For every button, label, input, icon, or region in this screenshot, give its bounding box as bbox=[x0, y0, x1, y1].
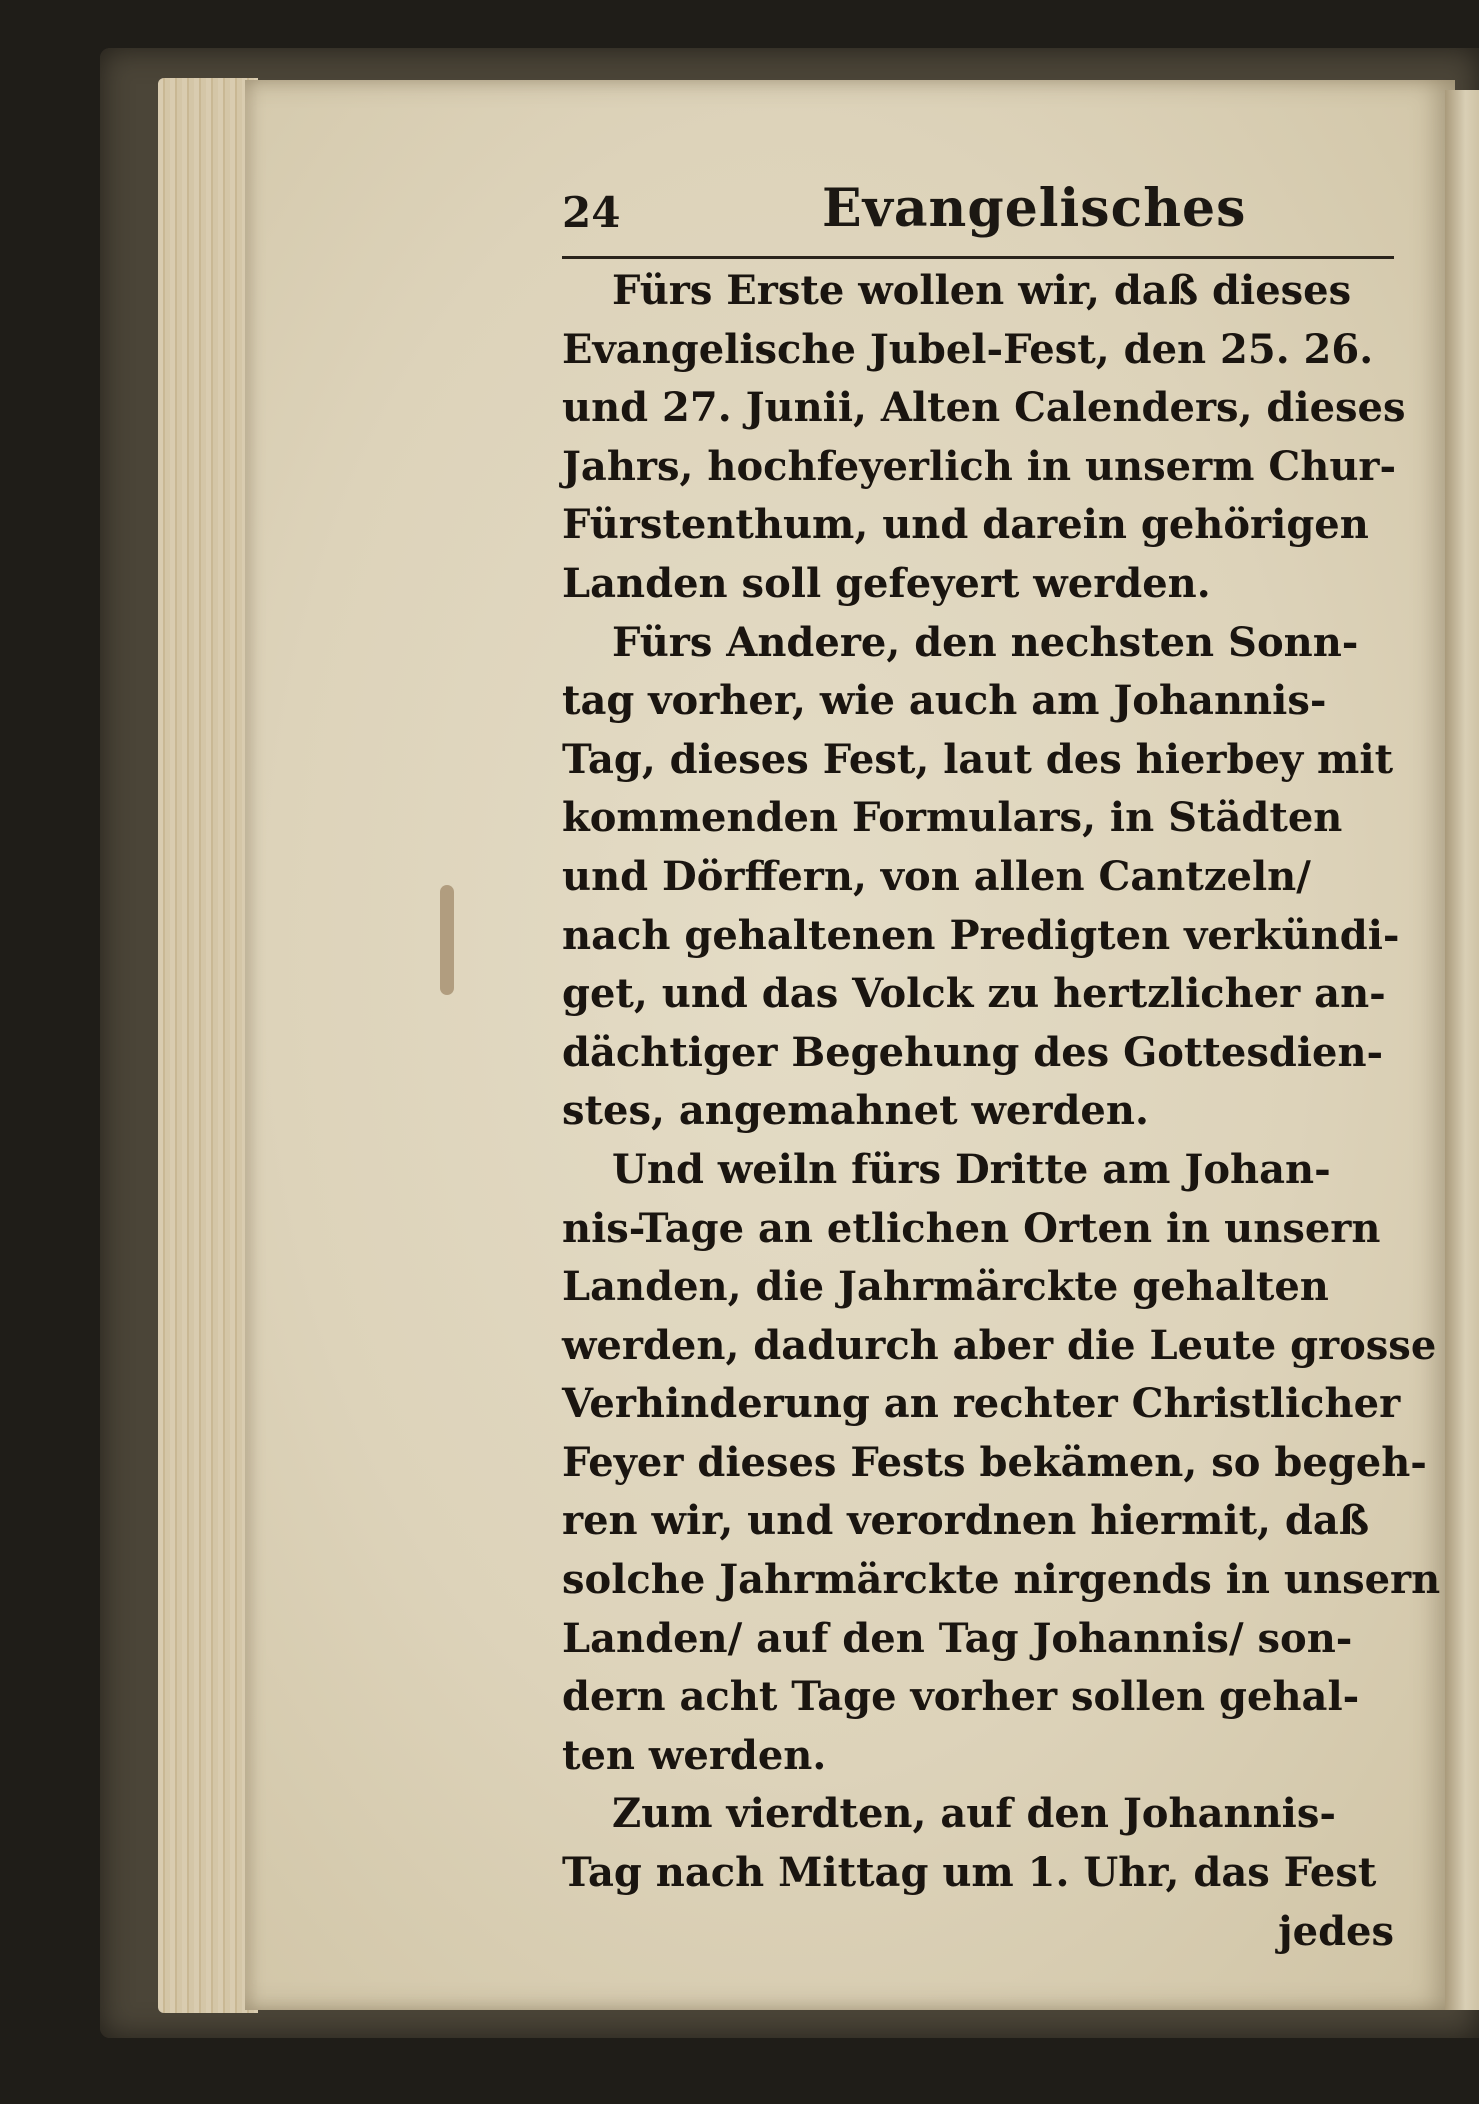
text-line: dächtiger Begehung des Gottesdien- bbox=[562, 1028, 1384, 1076]
text-line: Zum vierdten, auf den Johannis- bbox=[612, 1790, 1336, 1838]
page-edges bbox=[158, 78, 258, 2013]
text-line: Landen soll gefeyert werden. bbox=[562, 559, 1211, 607]
text-line: Fürs Erste wollen wir, daß dieses bbox=[612, 267, 1352, 314]
text-line: get, und das Volck zu hertzlicher an- bbox=[562, 970, 1386, 1018]
text-line: Tag nach Mittag um 1. Uhr, das Fest bbox=[562, 1849, 1377, 1897]
text-line: Verhinderung an rechter Christlicher bbox=[562, 1380, 1401, 1428]
text-line: nach gehaltenen Predigten verkündi- bbox=[562, 911, 1400, 959]
text-line: Fürstenthum, und darein gehörigen bbox=[562, 501, 1369, 549]
text-line: Landen, die Jahrmärckte gehalten bbox=[562, 1263, 1329, 1311]
text-line: werden, dadurch aber die Leute grosse bbox=[562, 1321, 1437, 1369]
text-line: Fürs Andere, den nechsten Sonn- bbox=[612, 618, 1359, 666]
text-line: Tag, dieses Fest, laut des hierbey mit bbox=[562, 735, 1394, 783]
text-line: Landen/ auf den Tag Johannis/ son- bbox=[562, 1614, 1353, 1662]
page-header bbox=[562, 178, 1394, 248]
text-line: und 27. Junii, Alten Calenders, dieses bbox=[562, 384, 1406, 432]
ink-stain bbox=[440, 885, 454, 995]
text-line: stes, angemahnet werden. bbox=[562, 1087, 1149, 1135]
text-line: Evangelische Jubel-Fest, den 25. 26. bbox=[562, 325, 1374, 373]
body-text bbox=[562, 262, 1441, 1961]
header-rule bbox=[562, 256, 1394, 259]
text-line: und Dörffern, von allen Cantzeln/ bbox=[562, 852, 1311, 900]
text-line: nis-Tage an etlichen Orten in unsern bbox=[562, 1204, 1381, 1252]
text-line: ten werden. bbox=[562, 1731, 827, 1779]
text-line: solche Jahrmärckte nirgends in unsern bbox=[562, 1556, 1441, 1604]
text-line: Jahrs, hochfeyerlich in unserm Chur- bbox=[562, 442, 1397, 490]
text-line: Feyer dieses Fests bekämen, so begeh- bbox=[562, 1438, 1427, 1486]
text-line: kommenden Formulars, in Städten bbox=[562, 794, 1343, 842]
text-line: dern acht Tage vorher sollen gehal- bbox=[562, 1673, 1360, 1721]
facing-page-edge bbox=[1445, 90, 1479, 2010]
text-line: ren wir, und verordnen hiermit, daß bbox=[562, 1497, 1370, 1545]
catchword: jedes bbox=[1278, 1907, 1394, 1955]
page-number: 24 bbox=[562, 188, 621, 237]
text-line: Und weiln fürs Dritte am Johan- bbox=[612, 1145, 1331, 1193]
text-line: tag vorher, wie auch am Johannis- bbox=[562, 677, 1327, 725]
running-title: Evangelisches bbox=[822, 178, 1247, 239]
